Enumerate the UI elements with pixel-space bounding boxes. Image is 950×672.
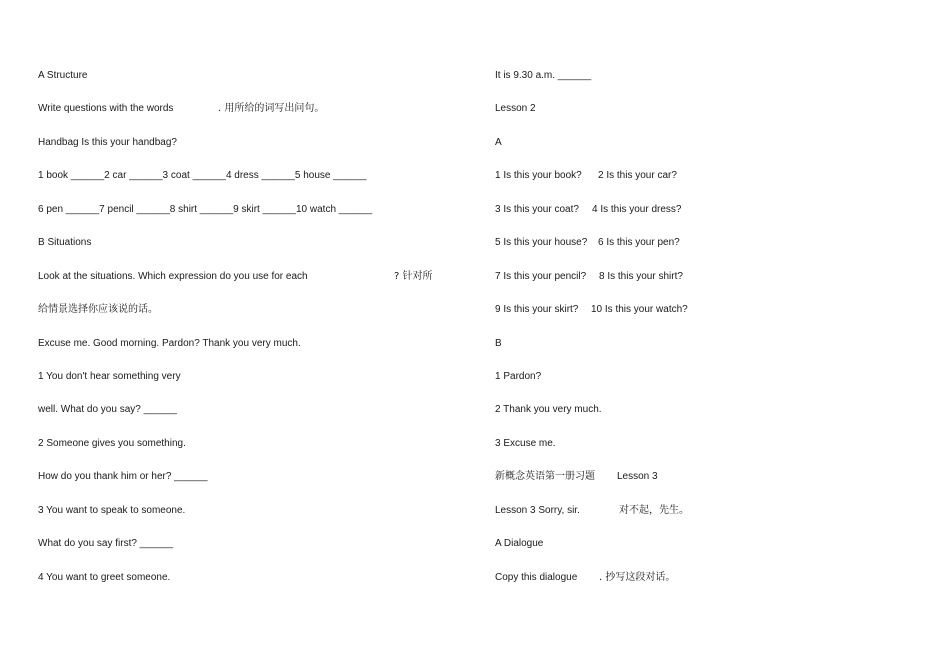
answer-row-4: 7 Is this your pencil? 8 Is this your shirt? xyxy=(495,270,683,282)
exercise-line-2: 6 pen ______7 pencil ______8 shirt ______9 skirt ______10 watch ______ xyxy=(38,203,373,215)
situation-1: 1 You don't hear something very xyxy=(38,370,181,382)
situation-3-question: What do you say first? ______ xyxy=(38,538,174,550)
section-heading-situations: B Situations xyxy=(38,237,92,249)
answer-b-3: 3 Excuse me. xyxy=(495,437,556,449)
section-heading-dialogue: A Dialogue xyxy=(495,538,544,550)
left-column xyxy=(38,70,458,605)
answer-section-a: A xyxy=(495,136,502,148)
right-column xyxy=(495,70,915,605)
answer-row-2: 3 Is this your coat? 4 Is this your dress? xyxy=(495,203,682,215)
answer-row-5: 9 Is this your skirt? 10 Is this your watch? xyxy=(495,304,688,316)
situations-instruction: Look at the situations. Which expression do you use for each ? 针对所 xyxy=(38,270,433,282)
situation-2: 2 Someone gives you something. xyxy=(38,437,186,449)
answer-section-b: B xyxy=(495,337,502,349)
lesson-3-title: 新概念英语第一册习题 Lesson 3 xyxy=(495,471,658,483)
situation-3: 3 You want to speak to someone. xyxy=(38,504,186,516)
situation-2-question: How do you thank him or her? ______ xyxy=(38,471,208,483)
example-line: Handbag Is this your handbag? xyxy=(38,136,177,148)
situations-instruction-cont: 给情景选择你应该说的话。 xyxy=(38,304,158,316)
answer-row-3: 5 Is this your house? 6 Is this your pen? xyxy=(495,237,680,249)
situation-4: 4 You want to greet someone. xyxy=(38,571,171,583)
lesson-3-subtitle: Lesson 3 Sorry, sir. 对不起，先生。 xyxy=(495,504,689,516)
answer-b-2: 2 Thank you very much. xyxy=(495,404,602,416)
instruction-line: Write questions with the words . 用所给的词写出问句。 xyxy=(38,103,325,115)
dialogue-instruction: Copy this dialogue . 抄写这段对话。 xyxy=(495,571,676,583)
section-heading-structure: A Structure xyxy=(38,70,88,81)
answer-row-1: 1 Is this your book? 2 Is this your car? xyxy=(495,170,677,182)
lesson-2-heading: Lesson 2 xyxy=(495,103,536,115)
answer-b-1: 1 Pardon? xyxy=(495,370,542,382)
situation-1-question: well. What do you say? ______ xyxy=(38,404,177,416)
time-line: It is 9.30 a.m. ______ xyxy=(495,70,592,81)
expression-options: Excuse me. Good morning. Pardon? Thank you very much. xyxy=(38,337,301,349)
exercise-line-1: 1 book ______2 car ______3 coat ______4 dress ______5 house ______ xyxy=(38,170,367,182)
